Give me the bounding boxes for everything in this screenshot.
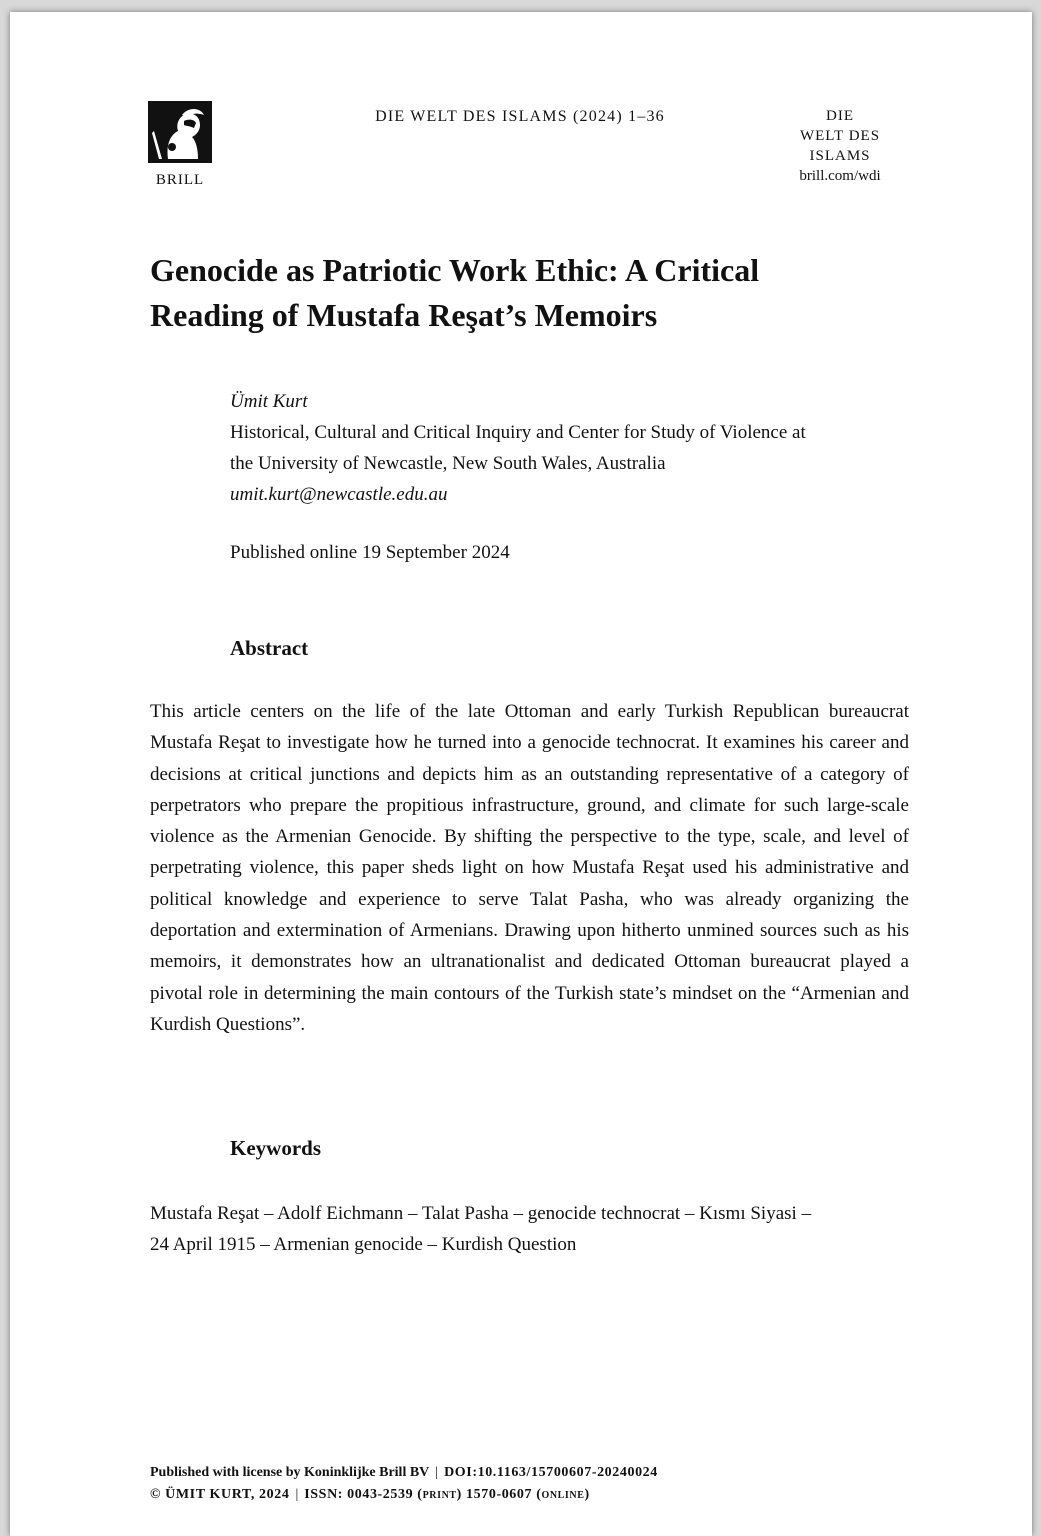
title-line: Genocide as Patriotic Work Ethic: A Critical — [150, 252, 760, 288]
issn-text: ISSN: 0043-2539 (print) 1570-0607 (online) — [304, 1487, 590, 1502]
published-date: Published online 19 September 2024 — [230, 542, 510, 563]
keywords-line: Mustafa Reşat – Adolf Eichmann – Talat Pasha – genocide technocrat – Kısmı Siyasi – — [150, 1203, 812, 1224]
journal-block — [780, 106, 900, 186]
journal-url-link[interactable]: brill.com/wdi — [799, 168, 881, 184]
footer-line-license — [150, 1462, 910, 1484]
running-head: DIE WELT DES ISLAMS (2024) 1–36 — [375, 108, 665, 125]
keywords-heading: Keywords — [230, 1136, 321, 1160]
keywords-list — [150, 1198, 909, 1260]
abstract-heading: Abstract — [230, 636, 309, 660]
author-name: Ümit Kurt — [230, 391, 308, 412]
affiliation-line: the University of Newcastle, New South Wales, Australia — [230, 453, 666, 474]
separator: | — [435, 1465, 439, 1480]
author-block — [230, 386, 930, 510]
brill-athena-logo-icon — [148, 101, 212, 163]
journal-name-line: DIE — [826, 108, 854, 124]
article-title — [150, 248, 910, 338]
author-email-link[interactable]: umit.kurt@newcastle.edu.au — [230, 484, 448, 505]
footer — [150, 1462, 910, 1506]
affiliation-line: Historical, Cultural and Critical Inquiry and Center for Study of Violence at — [230, 422, 806, 443]
keywords-line: 24 April 1915 – Armenian genocide – Kurdish Question — [150, 1234, 577, 1255]
separator: | — [295, 1487, 299, 1502]
journal-name-line: WELT DES — [799, 128, 881, 144]
title-line: Reading of Mustafa Reşat’s Memoirs — [150, 297, 658, 333]
document-page — [10, 12, 1032, 1536]
license-text: Published with license by Koninklijke Brill BV — [150, 1465, 430, 1480]
copyright-text: © ÜMIT KURT, 2024 — [150, 1487, 290, 1502]
publisher-name: BRILL — [155, 172, 205, 188]
abstract-text: This article centers on the life of the late Ottoman and early Turkish Republican bureaucrat Mustafa Reşat to investigate how he turned into a genocide technocrat. It examines his career and decisions at critical junctions and depicts him as an outstanding representative of a category of perpetrators who prepare the propitious infrastructure, ground, and climate for such large-scale violence as the Armenian Genocide. By shifting the perspective to the type, scale, and level of perpetrating violence, this paper sheds light on how Mustafa Reşat used his administrative and political knowledge and experience to serve Talat Pasha, who was already organizing the deportation and extermination of Armenians. Drawing upon hitherto unmined sources such as his memoirs, it demonstrates how an ultranationalist and dedicated Ottoman bureaucrat played a pivotal role in determining the main contours of the Turkish state’s mindset on the “Armenian and Kurdish Questions”. — [150, 701, 909, 1035]
journal-name-line: ISLAMS — [809, 148, 871, 164]
doi-link[interactable]: DOI:10.1163/15700607-20240024 — [444, 1465, 658, 1480]
footer-line-copyright — [150, 1484, 910, 1506]
